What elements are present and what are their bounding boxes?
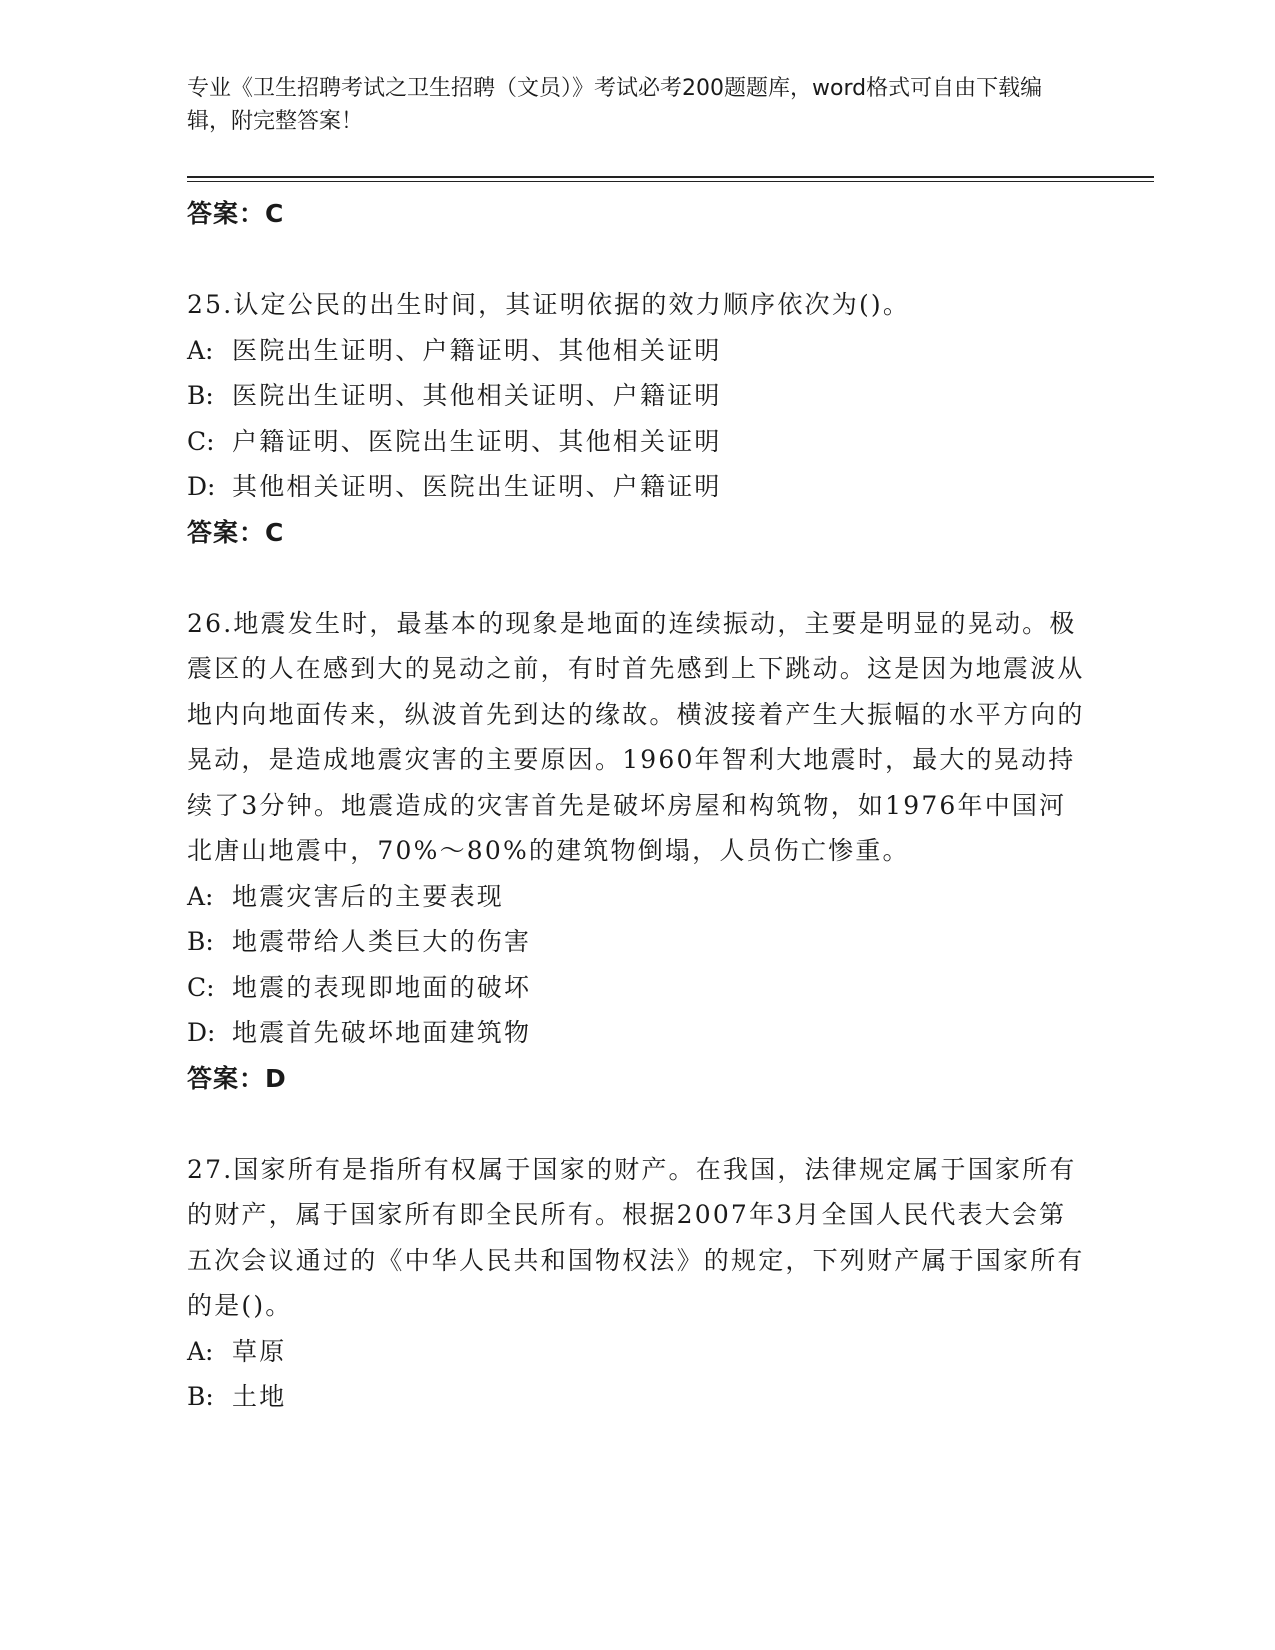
- option-d: [187, 1010, 1087, 1056]
- document-header: 专业《卫生招聘考试之卫生招聘（文员）》考试必考200题题库，word格式可自由下载编辑，附完整答案！: [187, 76, 1043, 134]
- answer-label: 答案：C: [187, 199, 285, 228]
- answer-label: 答案：C: [187, 517, 285, 547]
- spacer: [187, 556, 1087, 601]
- option-letter: D:: [187, 472, 216, 501]
- option-letter: D:: [187, 1018, 216, 1047]
- option-c: [187, 965, 1087, 1011]
- option-text: 户籍证明、医院出生证明、其他相关证明: [232, 426, 722, 456]
- option-c: [187, 419, 1087, 465]
- option-a: [187, 874, 1087, 920]
- question-block: [187, 601, 1087, 1102]
- option-b: [187, 1374, 1087, 1420]
- question-block: [187, 1147, 1087, 1420]
- header-rule-thick: [187, 176, 1154, 178]
- question-stem: 26.地震发生时，最基本的现象是地面的连续振动，主要是明显的晃动。极震区的人在感到大的晃动之前，有时首先感到上下跳动。这是因为地震波从地内向地面传来，纵波首先到达的缘故。横波接着产生大振幅的水平方向的晃动，是造成地震灾害的主要原因。1960年智利大地震时，最大的晃动持续了3分钟。地震造成的灾害首先是破坏房屋和构筑物，如1976年中国河北唐山地震中，70%～80%的建筑物倒塌，人员伤亡惨重。: [187, 608, 1085, 865]
- option-text: 其他相关证明、医院出生证明、户籍证明: [232, 472, 722, 501]
- option-text: 地震带给人类巨大的伤害: [232, 927, 532, 956]
- option-letter: B:: [187, 927, 214, 956]
- header-rule-thin: [187, 181, 1154, 182]
- option-a: [187, 328, 1087, 374]
- spacer: [187, 237, 1087, 282]
- option-text: 地震的表现即地面的破坏: [232, 972, 532, 1002]
- option-b: [187, 373, 1087, 419]
- option-b: [187, 919, 1087, 965]
- option-letter: A:: [187, 881, 214, 911]
- option-text: 草原: [232, 1336, 287, 1366]
- option-letter: B:: [187, 1382, 214, 1411]
- spacer: [187, 1102, 1087, 1147]
- option-letter: B:: [187, 381, 214, 410]
- option-a: [187, 1329, 1087, 1375]
- option-d: [187, 464, 1087, 510]
- option-text: 土地: [232, 1382, 287, 1411]
- option-letter: A:: [187, 1336, 214, 1366]
- option-text: 医院出生证明、其他相关证明、户籍证明: [232, 381, 722, 410]
- option-letter: C:: [187, 972, 215, 1002]
- answer-label: 答案：D: [187, 1063, 287, 1093]
- question-block: [187, 282, 1087, 556]
- option-text: 地震首先破坏地面建筑物: [232, 1018, 532, 1047]
- question-stem: 25.认定公民的出生时间，其证明依据的效力顺序依次为()。: [187, 290, 911, 319]
- option-letter: A:: [187, 335, 214, 365]
- option-letter: C:: [187, 426, 215, 456]
- question-content: [187, 191, 1087, 1420]
- option-text: 医院出生证明、户籍证明、其他相关证明: [232, 335, 722, 365]
- option-text: 地震灾害后的主要表现: [232, 881, 505, 911]
- question-stem: 27.国家所有是指所有权属于国家的财产。在我国，法律规定属于国家所有的财产，属于国家所有即全民所有。根据2007年3月全国人民代表大会第五次会议通过的《中华人民共和国物权法》的规定，下列财产属于国家所有的是()。: [187, 1154, 1085, 1320]
